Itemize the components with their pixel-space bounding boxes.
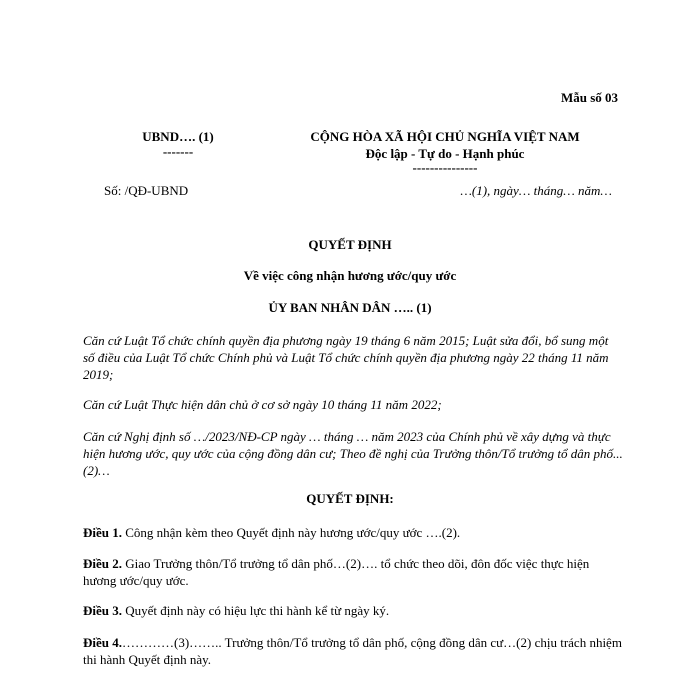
article-label: Điều 1. (83, 525, 122, 540)
preamble-3: Căn cứ Nghị định số …/2023/NĐ-CP ngày … tháng … năm 2023 của Chính phủ về xây dựng và thực hiện hương ước, quy ước của cộng đồng dân cư; Theo đề nghị của Trưởng thôn/Tổ trưởng tổ dân phố...(2)… (83, 429, 623, 478)
motto-underline: --------------- (412, 160, 478, 175)
article-text: …………(3)…….. Trưởng thôn/Tổ trưởng tổ dân phố, cộng đồng dân cư…(2) chịu trách nhiệm thi hành Quyết định này. (83, 635, 622, 667)
article-label: Điều 3. (83, 603, 122, 618)
issuing-authority: UBND…. (1) (142, 129, 214, 144)
national-title: CỘNG HÒA XÃ HỘI CHỦ NGHĨA VIỆT NAM (310, 129, 580, 144)
article-label: Điều 4. (83, 635, 122, 650)
national-motto: Độc lập - Tự do - Hạnh phúc (365, 146, 525, 161)
decision-number: Số: /QĐ-UBND (104, 183, 189, 198)
issuing-body: ỦY BAN NHÂN DÂN ….. (1) (268, 300, 432, 315)
article-text: Quyết định này có hiệu lực thi hành kể từ ngày ký. (122, 603, 390, 618)
article-4 (83, 634, 623, 668)
national-header-block (270, 128, 620, 174)
preamble-2: Căn cứ Luật Thực hiện dân chủ ở cơ sở ngày 10 tháng 11 năm 2022; (83, 397, 442, 412)
preamble-1: Căn cứ Luật Tổ chức chính quyền địa phương ngày 19 tháng 6 năm 2015; Luật sửa đổi, bổ sung một số điều của Luật Tổ chức Chính phủ và Luật Tổ chức chính quyền địa phương ngày 22 tháng 11 năm 2019; (83, 333, 609, 382)
authority-underline: ------- (162, 144, 194, 159)
form-number: Mẫu số 03 (560, 90, 618, 105)
decides-heading: QUYẾT ĐỊNH: (306, 491, 394, 506)
article-1 (83, 524, 623, 541)
document-title: QUYẾT ĐỊNH (308, 237, 392, 252)
issuing-authority-block (120, 128, 236, 159)
article-label: Điều 2. (83, 556, 122, 571)
article-text: Công nhận kèm theo Quyết định này hương ước/quy ước ….(2). (122, 525, 461, 540)
article-3 (83, 602, 623, 619)
document-subject: Về việc công nhận hương ước/quy ước (243, 268, 457, 283)
article-2 (83, 555, 623, 589)
place-date: …(1), ngày… tháng… năm… (460, 183, 612, 198)
article-text: Giao Trưởng thôn/Tổ trưởng tổ dân phố…(2)…. tổ chức theo dõi, đôn đốc việc thực hiện hương ước/quy ước. (83, 556, 590, 588)
